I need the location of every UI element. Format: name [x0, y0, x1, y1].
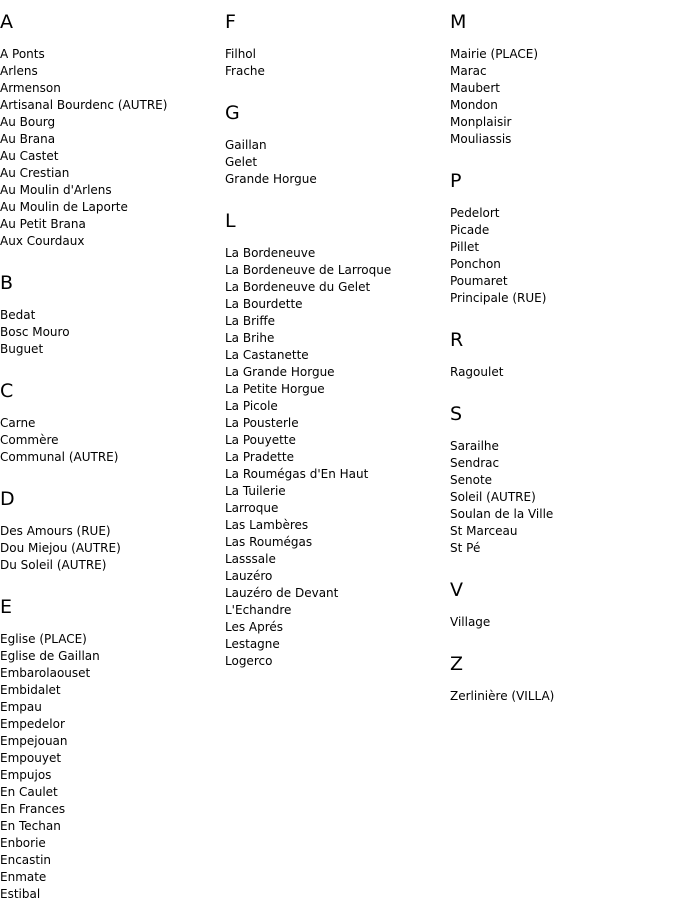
street-link[interactable]: Lasssale [225, 552, 276, 566]
letter-group [450, 328, 675, 381]
street-link[interactable]: Ponchon [450, 257, 501, 271]
letter-heading: V [450, 579, 463, 601]
street-link[interactable]: Ragoulet [450, 365, 504, 379]
street-link[interactable]: Logerco [225, 654, 273, 668]
letter-heading: M [450, 11, 467, 33]
street-link[interactable]: Au Petit Brana [0, 217, 86, 231]
street-link[interactable]: Communal (AUTRE) [0, 450, 119, 464]
street-link[interactable]: La Bordeneuve du Gelet [225, 280, 371, 294]
street-link[interactable]: La Brihe [225, 331, 275, 345]
street-list [225, 46, 450, 80]
letter-group [450, 169, 675, 307]
letter-group [0, 271, 225, 358]
street-link[interactable]: Au Bourg [0, 115, 56, 129]
street-link[interactable]: Lestagne [225, 637, 280, 651]
street-list [225, 245, 450, 670]
street-link[interactable]: La Roumégas d'En Haut [225, 467, 369, 481]
street-link[interactable]: Grande Horgue [225, 172, 317, 186]
street-link[interactable]: Estibal [0, 887, 41, 901]
street-link[interactable]: Mairie (PLACE) [450, 47, 539, 61]
street-link[interactable]: Las Lambères [225, 518, 309, 532]
index-column [225, 10, 450, 691]
street-link[interactable]: Buguet [0, 342, 44, 356]
letter-heading: S [450, 403, 463, 425]
street-link[interactable]: La Petite Horgue [225, 382, 325, 396]
street-link[interactable]: Sarailhe [450, 439, 499, 453]
letter-heading: Z [450, 653, 464, 675]
street-link[interactable]: Larroque [225, 501, 279, 515]
street-link[interactable]: Poumaret [450, 274, 508, 288]
street-link[interactable]: Marac [450, 64, 487, 78]
street-link[interactable]: Las Roumégas [225, 535, 313, 549]
index-column [450, 10, 675, 726]
street-link[interactable]: La Pousterle [225, 416, 299, 430]
letter-heading: G [225, 102, 240, 124]
letter-heading: C [0, 380, 14, 402]
street-link[interactable]: Empejouan [0, 734, 68, 748]
letter-group [225, 101, 450, 188]
street-list [0, 631, 225, 903]
street-link[interactable]: Pillet [450, 240, 480, 254]
street-link[interactable]: Armenson [0, 81, 61, 95]
street-link[interactable]: Des Amours (RUE) [0, 524, 111, 538]
street-link[interactable]: En Frances [0, 802, 66, 816]
street-link[interactable]: Commère [0, 433, 59, 447]
street-link[interactable]: Lauzéro [225, 569, 273, 583]
street-link[interactable]: Les Aprés [225, 620, 284, 634]
letter-heading: F [225, 11, 236, 33]
street-link[interactable]: Mouliassis [450, 132, 512, 146]
street-link[interactable]: Aux Courdaux [0, 234, 85, 248]
street-link[interactable]: Au Moulin de Laporte [0, 200, 128, 214]
street-link[interactable]: Soleil (AUTRE) [450, 490, 536, 504]
street-link[interactable]: La Bordeneuve de Larroque [225, 263, 392, 277]
street-link[interactable]: Embidalet [0, 683, 61, 697]
letter-group [450, 10, 675, 148]
street-link[interactable]: Village [450, 615, 491, 629]
street-link[interactable]: Zerlinière (VILLA) [450, 689, 555, 703]
letter-heading: P [450, 170, 462, 192]
letter-group [450, 578, 675, 631]
letter-group [0, 10, 225, 250]
street-link[interactable]: Gelet [225, 155, 258, 169]
street-link[interactable]: A Ponts [0, 47, 45, 61]
street-link[interactable]: La Castanette [225, 348, 309, 362]
street-link[interactable]: Sendrac [450, 456, 500, 470]
street-link[interactable]: Frache [225, 64, 265, 78]
street-link[interactable]: Empouyet [0, 751, 62, 765]
letter-group [450, 652, 675, 705]
street-link[interactable]: Au Castet [0, 149, 59, 163]
letter-heading: L [225, 210, 236, 232]
letter-group [0, 379, 225, 466]
street-link[interactable]: Maubert [450, 81, 500, 95]
letter-group [450, 402, 675, 557]
street-link[interactable]: Mondon [450, 98, 498, 112]
street-link[interactable]: Gaillan [225, 138, 267, 152]
street-link[interactable]: Empau [0, 700, 42, 714]
street-link[interactable]: La Bordeneuve [225, 246, 316, 260]
street-link[interactable]: Au Brana [0, 132, 56, 146]
letter-group [225, 209, 450, 670]
street-list [0, 46, 225, 250]
street-link[interactable]: Enborie [0, 836, 46, 850]
street-link[interactable]: La Picole [225, 399, 278, 413]
street-link[interactable]: Senote [450, 473, 493, 487]
street-link[interactable]: La Briffe [225, 314, 276, 328]
street-link[interactable]: Bedat [0, 308, 36, 322]
letter-heading: R [450, 329, 464, 351]
street-link[interactable]: En Techan [0, 819, 61, 833]
street-link[interactable]: Dou Miejou (AUTRE) [0, 541, 121, 555]
street-list [0, 415, 225, 466]
letter-heading: A [0, 11, 13, 33]
street-link[interactable]: En Caulet [0, 785, 58, 799]
street-link[interactable]: Artisanal Bourdenc (AUTRE) [0, 98, 168, 112]
street-link[interactable]: La Tuilerie [225, 484, 286, 498]
index-column [0, 10, 225, 924]
street-link[interactable]: Principale (RUE) [450, 291, 547, 305]
letter-heading: D [0, 488, 15, 510]
street-list [450, 364, 675, 381]
street-list [0, 523, 225, 574]
street-link[interactable]: L'Echandre [225, 603, 292, 617]
street-link[interactable]: Du Soleil (AUTRE) [0, 558, 107, 572]
street-link[interactable]: Embarolaouset [0, 666, 91, 680]
street-link[interactable]: Pedelort [450, 206, 500, 220]
street-link[interactable]: Soulan de la Ville [450, 507, 554, 521]
street-link[interactable]: St Pé [450, 541, 481, 555]
street-list [450, 438, 675, 557]
street-link[interactable]: Eglise de Gaillan [0, 649, 100, 663]
street-list [450, 688, 675, 705]
street-list [225, 137, 450, 188]
street-link[interactable]: La Bourdette [225, 297, 303, 311]
street-list [450, 46, 675, 148]
street-link[interactable]: La Pradette [225, 450, 294, 464]
letter-group [0, 487, 225, 574]
street-link[interactable]: Carne [0, 416, 36, 430]
street-link[interactable]: La Grande Horgue [225, 365, 335, 379]
street-link[interactable]: Empujos [0, 768, 52, 782]
street-link[interactable]: Eglise (PLACE) [0, 632, 87, 646]
street-list [450, 614, 675, 631]
street-link[interactable]: La Pouyette [225, 433, 296, 447]
street-link[interactable]: Monplaisir [450, 115, 512, 129]
letter-group [0, 595, 225, 903]
street-link[interactable]: Picade [450, 223, 490, 237]
street-link[interactable]: St Marceau [450, 524, 518, 538]
street-link[interactable]: Filhol [225, 47, 256, 61]
letter-group [225, 10, 450, 80]
street-link[interactable]: Lauzéro de Devant [225, 586, 339, 600]
street-link[interactable]: Au Crestian [0, 166, 70, 180]
street-link[interactable]: Encastin [0, 853, 52, 867]
letter-heading: B [0, 272, 14, 294]
street-list [450, 205, 675, 307]
street-link[interactable]: Au Moulin d'Arlens [0, 183, 112, 197]
street-link[interactable]: Bosc Mouro [0, 325, 70, 339]
street-list [0, 307, 225, 358]
letter-heading: E [0, 596, 13, 618]
street-link[interactable]: Enmate [0, 870, 47, 884]
street-link[interactable]: Empedelor [0, 717, 65, 731]
street-link[interactable]: Arlens [0, 64, 38, 78]
